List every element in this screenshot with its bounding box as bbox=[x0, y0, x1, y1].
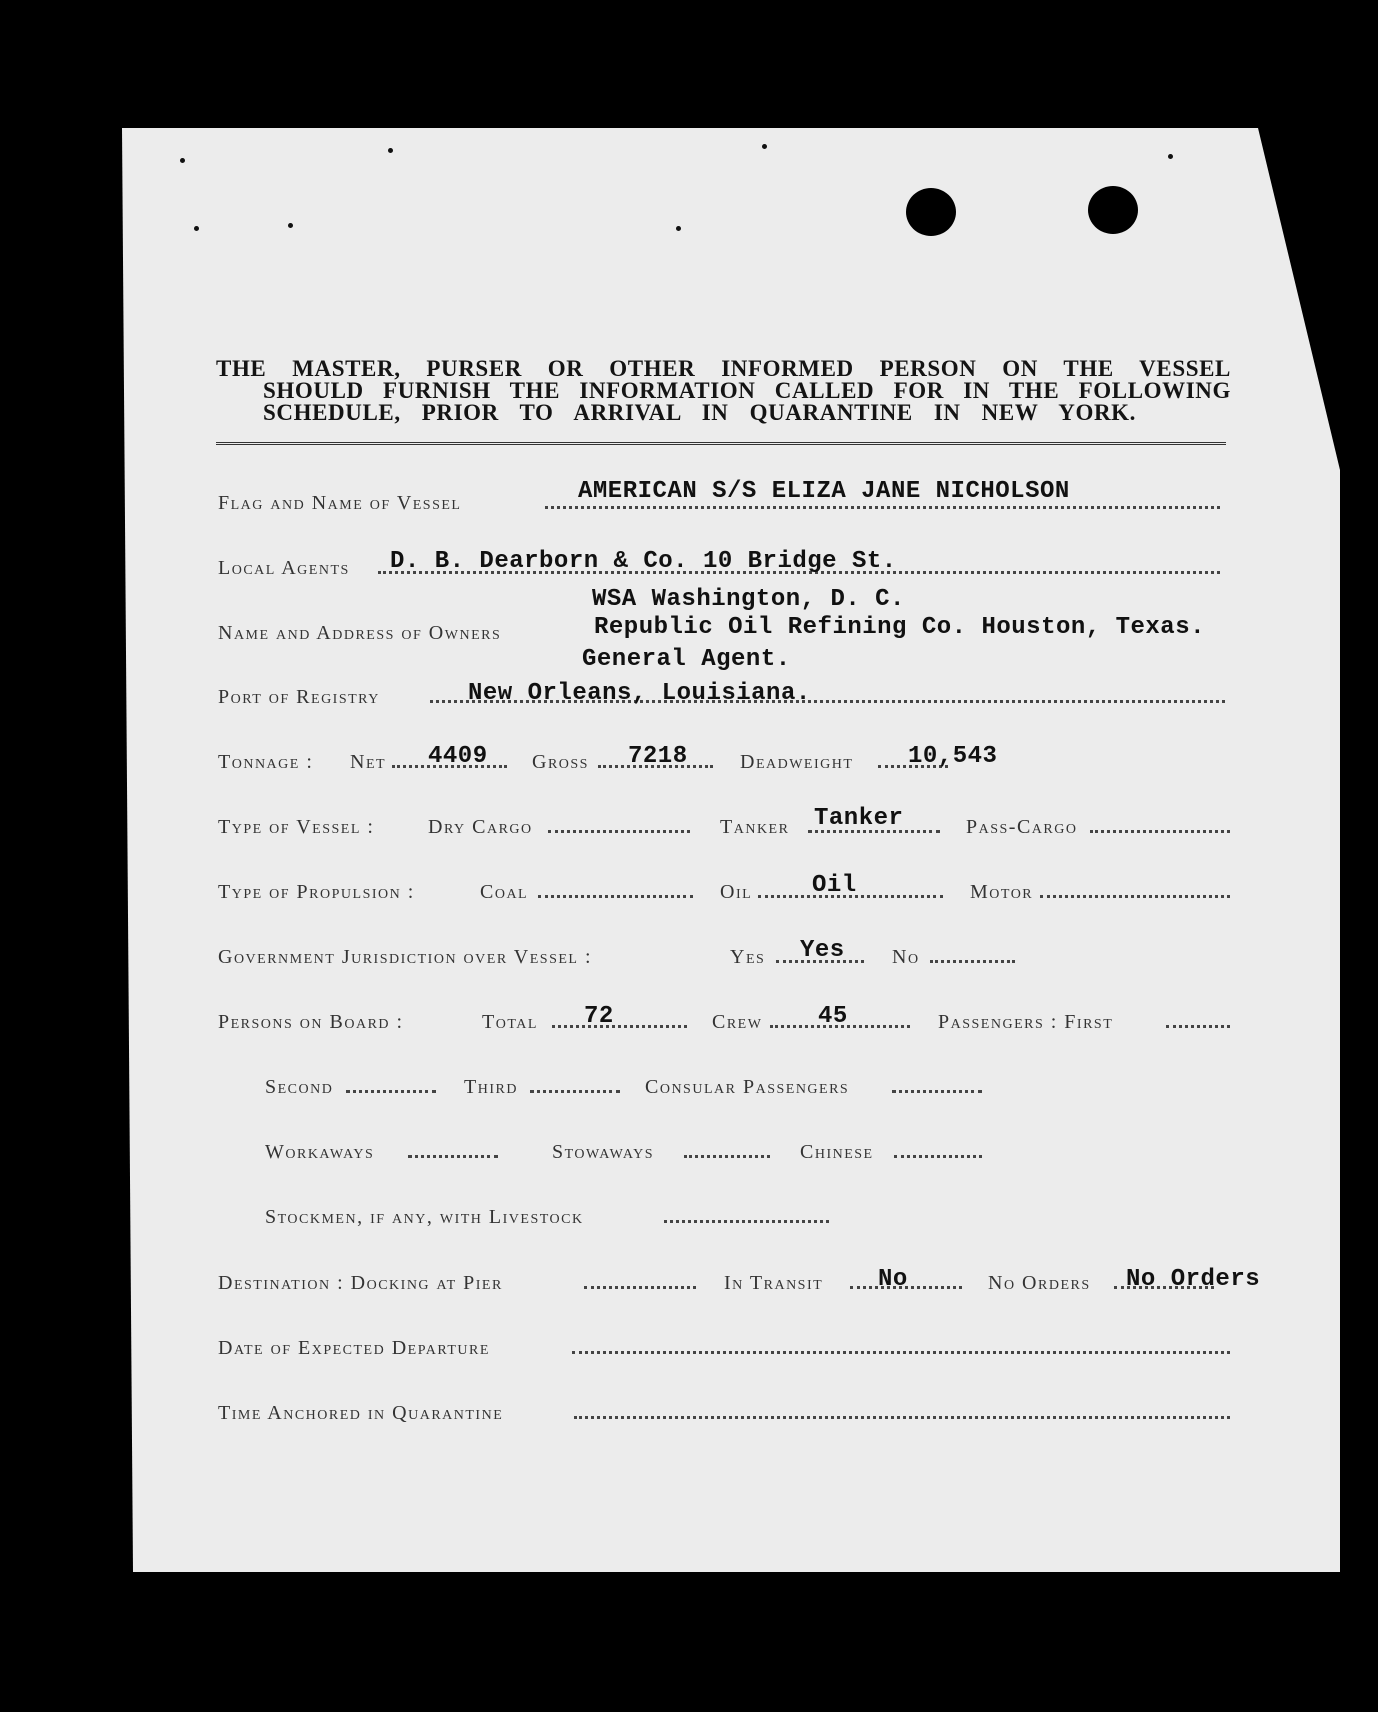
crew-value: 45 bbox=[818, 1003, 848, 1030]
type-vessel-label: Type of Vessel : bbox=[218, 816, 375, 838]
dotted-line bbox=[346, 1090, 436, 1093]
passengers-first-label: Passengers : First bbox=[938, 1011, 1114, 1033]
in-transit-value: No bbox=[878, 1266, 908, 1293]
dotted-line bbox=[552, 1025, 687, 1028]
dotted-line bbox=[574, 1416, 1230, 1419]
in-transit-label: In Transit bbox=[724, 1272, 824, 1294]
type-propulsion-label: Type of Propulsion : bbox=[218, 881, 415, 903]
dotted-line bbox=[892, 1090, 982, 1093]
speck bbox=[288, 223, 293, 228]
header-line-2: SHOULD FURNISH THE INFORMATION CALLED FOR IN THE FOLLOWING bbox=[263, 378, 1231, 403]
owners-value-line-2: Republic Oil Refining Co. Houston, Texas. bbox=[594, 614, 1205, 641]
crew-label: Crew bbox=[712, 1011, 763, 1033]
local-agents-label: Local Agents bbox=[218, 557, 350, 579]
consular-label: Consular Passengers bbox=[645, 1076, 850, 1098]
dotted-line bbox=[530, 1090, 620, 1093]
gov-jurisdiction-label: Government Jurisdiction over Vessel : bbox=[218, 946, 593, 968]
speck bbox=[388, 148, 393, 153]
coal-label: Coal bbox=[480, 881, 529, 903]
instructions-header bbox=[216, 358, 1231, 424]
dotted-line bbox=[538, 895, 693, 898]
dotted-line bbox=[408, 1155, 498, 1158]
header-line-3: SCHEDULE, PRIOR TO ARRIVAL IN QUARANTINE IN NEW YORK. bbox=[263, 400, 1136, 425]
no-orders-value: No Orders bbox=[1126, 1266, 1261, 1293]
gross-value: 7218 bbox=[628, 743, 688, 770]
dotted-line bbox=[545, 506, 1220, 509]
flag-name-label: Flag and Name of Vessel bbox=[218, 492, 462, 514]
destination-label: Destination : Docking at Pier bbox=[218, 1272, 503, 1294]
third-label: Third bbox=[464, 1076, 518, 1098]
dotted-line bbox=[584, 1286, 696, 1289]
port-label: Port of Registry bbox=[218, 686, 380, 708]
speck bbox=[180, 158, 185, 163]
dotted-line bbox=[930, 960, 1015, 963]
speck bbox=[194, 226, 199, 231]
deadweight-value: 10,543 bbox=[908, 743, 998, 770]
net-value: 4409 bbox=[428, 743, 488, 770]
header-rule bbox=[216, 442, 1226, 445]
total-value: 72 bbox=[584, 1003, 614, 1030]
punch-hole-right bbox=[1088, 186, 1138, 234]
dotted-line bbox=[1166, 1025, 1230, 1028]
speck bbox=[762, 144, 767, 149]
oil-label: Oil bbox=[720, 881, 753, 903]
total-label: Total bbox=[482, 1011, 538, 1033]
tanker-value: Tanker bbox=[814, 805, 904, 832]
tonnage-label: Tonnage : bbox=[218, 751, 314, 773]
dotted-line bbox=[1090, 830, 1230, 833]
owners-label: Name and Address of Owners bbox=[218, 622, 502, 644]
tanker-label: Tanker bbox=[720, 816, 790, 838]
dotted-line bbox=[664, 1220, 829, 1223]
dotted-line bbox=[572, 1351, 1230, 1354]
persons-label: Persons on Board : bbox=[218, 1011, 404, 1033]
owners-value-line-3: General Agent. bbox=[582, 646, 791, 673]
departure-label: Date of Expected Departure bbox=[218, 1337, 490, 1359]
oil-value: Oil bbox=[812, 872, 857, 899]
stockmen-label: Stockmen, if any, with Livestock bbox=[265, 1206, 584, 1228]
deadweight-label: Deadweight bbox=[740, 751, 854, 773]
vessel-value: AMERICAN S/S ELIZA JANE NICHOLSON bbox=[578, 478, 1070, 505]
yes-value: Yes bbox=[800, 937, 845, 964]
agents-value: D. B. Dearborn & Co. 10 Bridge St. bbox=[390, 548, 897, 575]
dotted-line bbox=[1040, 895, 1230, 898]
stowaways-label: Stowaways bbox=[552, 1141, 655, 1163]
punch-hole-left bbox=[906, 188, 956, 236]
owners-value-line-1: WSA Washington, D. C. bbox=[592, 586, 905, 613]
speck bbox=[676, 226, 681, 231]
header-line-1: THE MASTER, PURSER OR OTHER INFORMED PERSON ON THE VESSEL bbox=[216, 356, 1231, 381]
anchored-label: Time Anchored in Quarantine bbox=[218, 1402, 504, 1424]
dotted-line bbox=[548, 830, 690, 833]
port-value: New Orleans, Louisiana. bbox=[468, 680, 811, 707]
no-orders-label: No Orders bbox=[988, 1272, 1091, 1294]
net-label: Net bbox=[350, 751, 387, 773]
chinese-label: Chinese bbox=[800, 1141, 874, 1163]
dotted-line bbox=[684, 1155, 770, 1158]
pass-cargo-label: Pass-Cargo bbox=[966, 816, 1078, 838]
yes-label: Yes bbox=[730, 946, 766, 968]
workaways-label: Workaways bbox=[265, 1141, 375, 1163]
dry-cargo-label: Dry Cargo bbox=[428, 816, 533, 838]
dotted-line bbox=[894, 1155, 982, 1158]
speck bbox=[1168, 154, 1173, 159]
gross-label: Gross bbox=[532, 751, 589, 773]
motor-label: Motor bbox=[970, 881, 1034, 903]
second-label: Second bbox=[265, 1076, 334, 1098]
no-label: No bbox=[892, 946, 920, 968]
